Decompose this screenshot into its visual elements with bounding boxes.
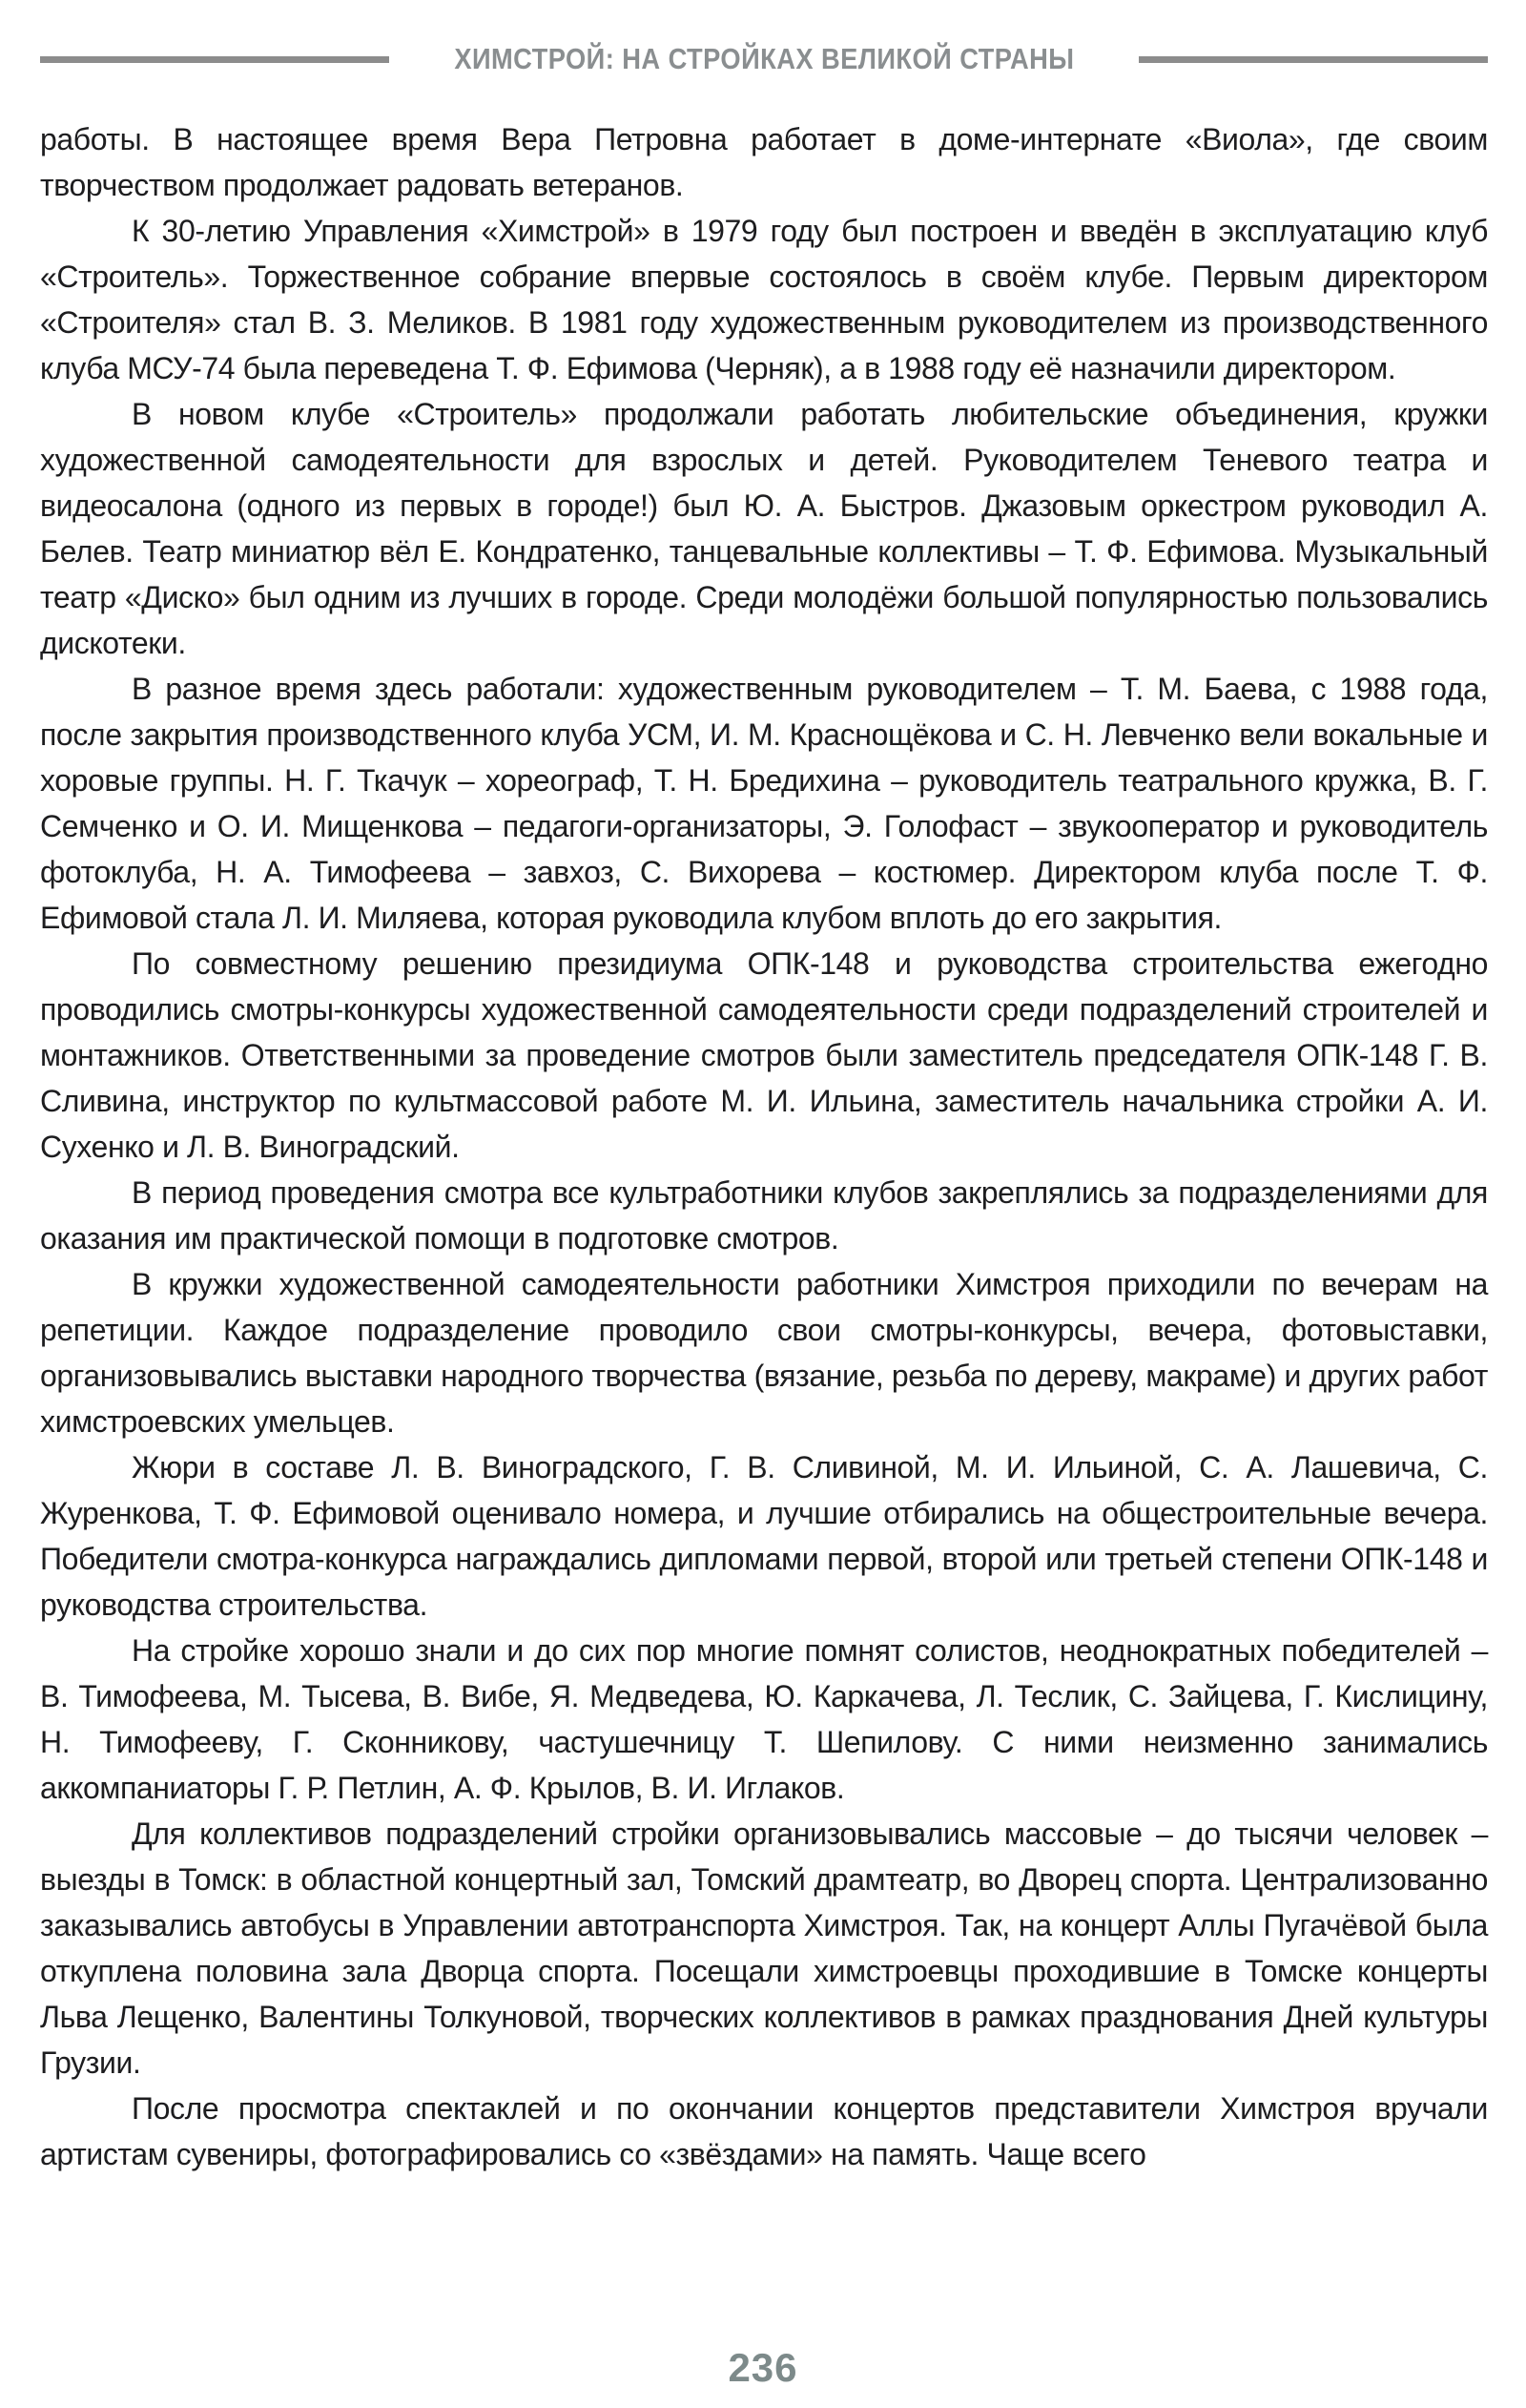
page-number: 236 <box>728 2345 798 2390</box>
body-paragraph: Для коллективов подразделений стройки организовывались массовые – до тысячи человек – выезды в Томск: в областной концертный зал, Томский драмтеатр, во Дворец спорта. Централизованно заказывались автобусы в Управлении автотранспорта Химстроя. Так, на концерт Аллы Пугачёвой была откуплена половина зала Дворца спорта. Посещали химстроевцы проходившие в Томске концерты Льва Лещенко, Валентины Толкуновой, творческих коллективов в рамках празднования Дней культуры Грузии. <box>40 1816 1488 2080</box>
body-paragraph: По совместному решению президиума ОПК-148 и руководства строительства ежегодно проводились смотры-конкурсы художественной самодеятельности среди подразделений строителей и монтажников. Ответственными за проведение смотров были заместитель председателя ОПК-148 Г. В. Сливина, инструктор по культмассовой работе М. И. Ильина, заместитель начальника стройки А. И. Сухенко и Л. В. Виноградский. <box>40 946 1488 1164</box>
body-paragraph: После просмотра спектаклей и по окончании концертов представители Химстроя вручали артистам сувениры, фотографировались со «звёздами» на память. Чаще всего <box>40 2091 1488 2171</box>
page-footer <box>0 2345 1526 2391</box>
body-paragraph: К 30-летию Управления «Химстрой» в 1979 году был построен и введён в эксплуатацию клуб «Строитель». Торжественное собрание впервые состоялось в своём клубе. Первым директором «Строителя» стал В. З. Меликов. В 1981 году художественным руководителем из производственного клуба МСУ-74 была переведена Т. Ф. Ефимова (Черняк), а в 1988 году её назначили директором. <box>40 214 1488 385</box>
body-paragraph: В период проведения смотра все культработники клубов закреплялись за подразделениями для оказания им практической помощи в подготовке смотров. <box>40 1175 1488 1256</box>
body-paragraph: В разное время здесь работали: художественным руководителем – Т. М. Баева, с 1988 года, после закрытия производственного клуба УСМ, И. М. Краснощёкова и С. Н. Левченко вели вокальные и хоровые группы. Н. Г. Ткачук – хореограф, Т. Н. Бредихина – руководитель театрального кружка, В. Г. Семченко и О. И. Мищенкова – педагоги-организаторы, Э. Голофаст – звукооператор и руководитель фотоклуба, Н. А. Тимофеева – завхоз, С. Вихорева – костюмер. Директором клуба после Т. Ф. Ефимовой стала Л. И. Миляева, которая руководила клубом вплоть до его закрытия. <box>40 672 1488 935</box>
running-head <box>40 42 1488 76</box>
header-rule-right <box>1139 56 1488 63</box>
body-paragraph: работы. В настоящее время Вера Петровна работает в доме-интернате «Виола», где своим творчеством продолжает радовать ветеранов. <box>40 122 1488 202</box>
body-text <box>40 116 1488 2177</box>
body-paragraph: Жюри в составе Л. В. Виноградского, Г. В. Сливиной, М. И. Ильиной, С. А. Лашевича, С. Журенкова, Т. Ф. Ефимовой оценивало номера, и лучшие отбирались на общестроительные вечера. Победители смотра-конкурса награждались дипломами первой, второй или третьей степени ОПК-148 и руководства строительства. <box>40 1450 1488 1622</box>
body-paragraph: На стройке хорошо знали и до сих пор многие помнят солистов, неоднократных победителей – В. Тимофеева, М. Тысева, В. Вибе, Я. Медведева, Ю. Каркачева, Л. Теслик, С. Зайцева, Г. Кислицину, Н. Тимофееву, Г. Сконникову, частушечницу Т. Шепилову. С ними неизменно занимались аккомпаниаторы Г. Р. Петлин, А. Ф. Крылов, В. И. Иглаков. <box>40 1633 1488 1805</box>
body-paragraph: В новом клубе «Строитель» продолжали работать любительские объединения, кружки художественной самодеятельности для взрослых и детей. Руководителем Теневого театра и видеосалона (одного из первых в городе!) был Ю. А. Быстров. Джазовым оркестром руководил А. Белев. Театр миниатюр вёл Е. Кондратенко, танцевальные коллективы – Т. Ф. Ефимова. Музыкальный театр «Диско» был одним из лучших в городе. Среди молодёжи большой популярностью пользовались дискотеки. <box>40 397 1488 660</box>
chapter-title: ХИМСТРОЙ: НА СТРОЙКАХ ВЕЛИКОЙ СТРАНЫ <box>453 42 1075 75</box>
header-rule-left <box>40 56 389 63</box>
body-paragraph: В кружки художественной самодеятельности работники Химстроя приходили по вечерам на репетиции. Каждое подразделение проводило свои смотры-конкурсы, вечера, фотовыставки, организовывались выставки народного творчества (вязание, резьба по дереву, макраме) и других работ химстроевских умельцев. <box>40 1267 1488 1439</box>
